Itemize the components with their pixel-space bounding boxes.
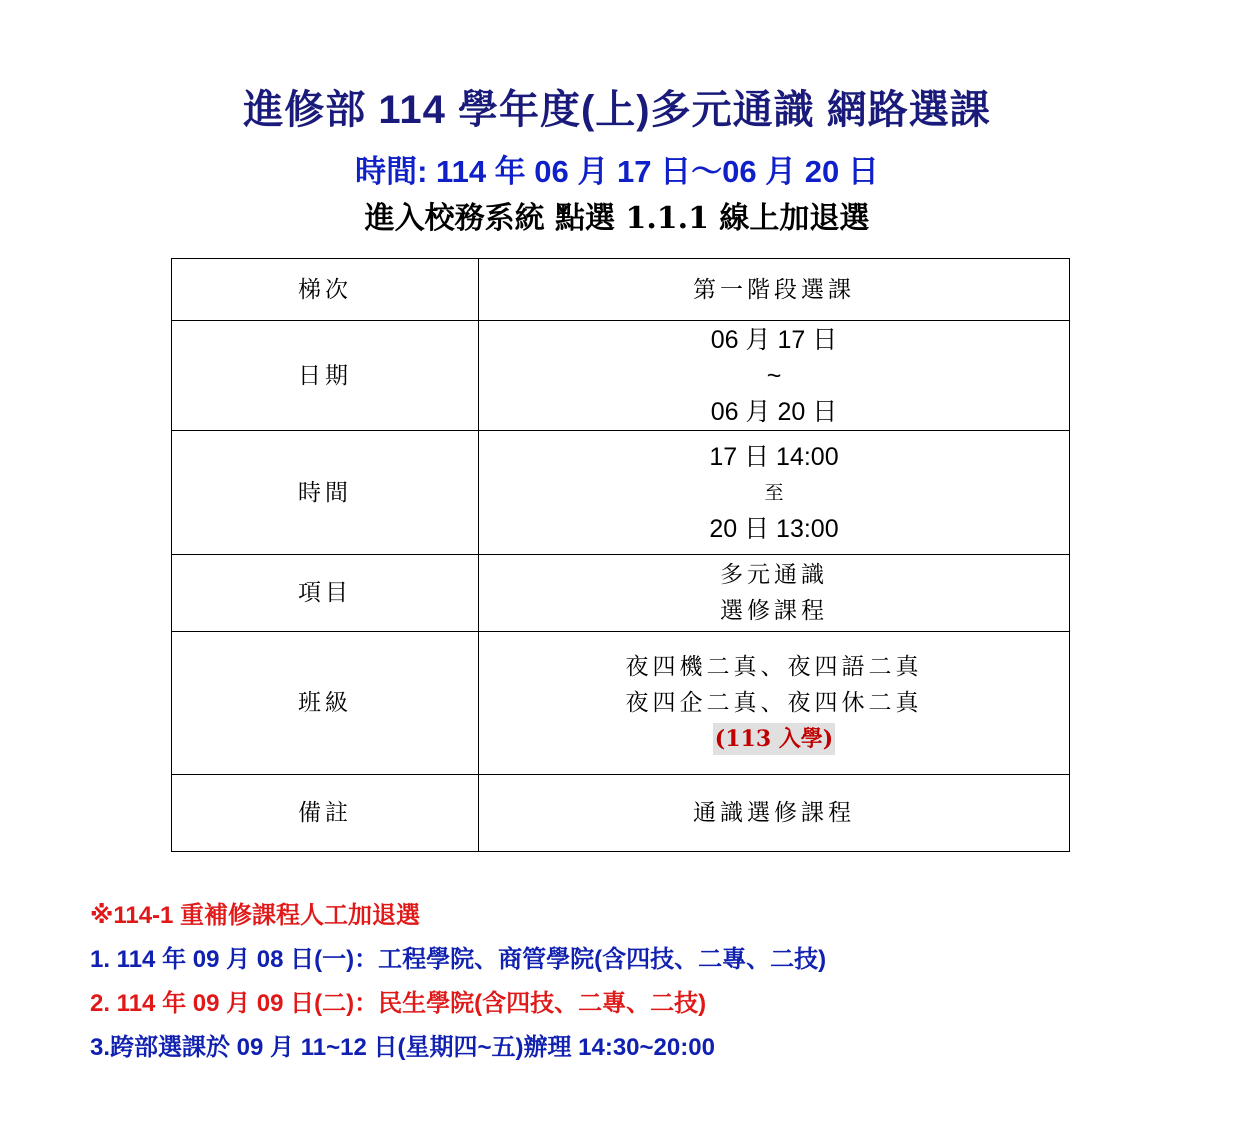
value-line: 通識選修課程 [693,800,855,826]
value-line: 夜四企二真、夜四休二真 [625,690,923,716]
row-value [479,775,1070,852]
row-value [479,259,1070,321]
note-item: 2. 114 年 09 月 09 日(二)：民生學院(含四技、二專、二技) [90,990,707,1017]
row-value [479,555,1070,632]
value-line: 至 [764,481,784,504]
table-row-remark [172,775,1070,852]
value-line: ~ [766,361,782,390]
row-label: 班級 [172,632,479,775]
note-item: 3.跨部選課於 09 月 11~12 日(星期四~五)辦理 14:30~20:00 [90,1034,715,1061]
row-label: 項目 [172,555,479,632]
value-line: 多元通識 [720,562,828,588]
row-value [479,321,1070,431]
note-item: 1. 114 年 09 月 08 日(一)：工程學院、商管學院(含四技、二專、二技) [90,946,827,973]
selection-period: 時間: 114 年 06 月 17 日～06 月 20 日 [355,154,879,189]
system-instruction: 進入校務系統 點選 1.1.1 線上加退選 [364,201,870,236]
notes-section [90,896,826,1072]
value-line: 夜四機二真、夜四語二真 [625,654,923,680]
enrollment-year-badge: (113 入學) [713,723,835,755]
row-label: 時間 [172,431,479,555]
value-line: 第一階段選課 [693,276,855,303]
page-title: 進修部 114 學年度(上)多元通識 網路選課 [243,88,991,132]
value-line: 06 月 20 日 [710,397,838,426]
table-row-stage [172,259,1070,321]
table-row-class [172,632,1070,775]
row-label: 日期 [172,321,479,431]
value-line: 20 日 13:00 [709,514,839,543]
value-line: 選修課程 [720,598,828,624]
table-row-item [172,555,1070,632]
row-label: 備註 [172,775,479,852]
row-value [479,632,1070,775]
notes-heading: ※114-1 重補修課程人工加退選 [90,902,421,929]
row-value [479,431,1070,555]
table-row-date [172,321,1070,431]
table-row-time [172,431,1070,555]
schedule-table [171,258,1070,852]
value-line: 06 月 17 日 [710,325,838,354]
row-label: 梯次 [172,259,479,321]
value-line: 17 日 14:00 [709,442,839,471]
